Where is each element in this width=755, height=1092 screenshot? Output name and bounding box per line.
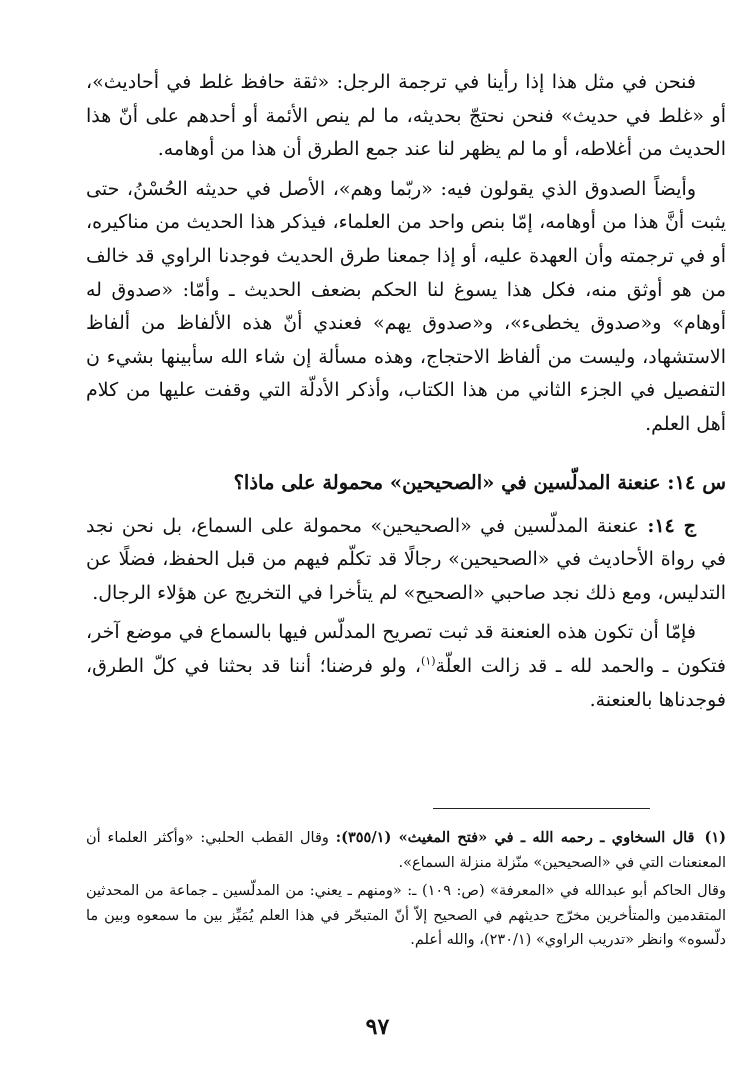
paragraph-1: فنحن في مثل هذا إذا رأينا في ترجمة الرجل: «ثقة حافظ غلط في أحاديث»، أو «غلط في حديث» فنحن نحتجّ بحديثه، ما لم ينص الأئمة أو أحدهم على أنّ هذا الحديث من أغلاطه، أو ما لم يظهر لنا عند جمع الطرق أن هذا من أوهامه. [86,71,726,161]
paragraph-2: وأيضاً الصدوق الذي يقولون فيه: «ربّما وهم»، الأصل في حديثه الحُسْنُ، حتى يثبت أنَّ هذا من أوهامه، إمّا بنص واحد من العلماء، فيذكر هذا الحديث من مناكيره، أو في ترجمته وأن العهدة عليه، أو إذا جمعنا طرق الحديث فوجدنا الراوي قد خالف من هو أوثق منه، فكل هذا يسوغ لنا الحكم بضعف الحديث ـ وأمّا: «صدوق له أوهام» و«صدوق يخطىء»، و«صدوق يهم» فعندي أنّ هذه الألفاظ من ألفاظ الاستشهاد، وليست من ألفاظ الاحتجاج، وهذه مسألة إن شاء الله سأبينها بشيء ن التفصيل في الجزء الثاني من هذا الكتاب، وأذكر الأدلّة التي وقفت عليها من كلام أهل العلم. [86,177,726,435]
footnote-marker[interactable]: (١) [420,654,436,668]
main-text [86,66,726,717]
answer-text-2b: ، ولو فرضنا؛ أننا قد بحثنا في كلّ الطرق، فوجدناها بالعنعنة. [86,654,726,711]
answer-14-paragraph-2 [86,616,726,717]
answer-14-paragraph [86,510,726,611]
footnote-1-continued: وقال الحاكم أبو عبدالله في «المعرفة» (ص: ١٠٩) ـ: «ومنهم ـ يعني: من المدلّسين ـ جماعة من المحدثين المتقدمين والمتأخرين مخرّج حديثهم في الصحيح إلاّ أنّ المتبحّر في هذا العلم يُمَيِّز بين ما سمعوه وبين ما دلّسوه» وانظر «تدريب الراوي» (٢٣٠/١)، والله أعلم. [86,883,726,948]
answer-text: عنعنة المدلّسين في «الصحيحين» محمولة على السماع، بل نحن نجد في رواة الأحاديث في «الصحيحين» رجالًا قد تكلّم فيهم من قبل الحفظ، فضلًا عن التدليس، ومع ذلك نجد صاحبي «الصحيح» لم يتأخرا في التخريج عن هؤلاء الرجال. [86,514,726,604]
footnote-source: قال السخاوي ـ رحمه الله ـ في «فتح المغيث» (٣٥٥/١): [335,829,695,846]
answer-text-2a: فإمّا أن تكون هذه العنعنة قد ثبت تصريح المدلّس فيها بالسماع في موضع آخر، فتكون ـ والحمد لله ـ قد زالت العلّة [86,621,726,677]
footnote-1 [86,826,726,875]
question-14-heading: س ١٤: عنعنة المدلّسين في «الصحيحين» محمولة على ماذا؟ [233,470,726,494]
page-number: ٩٧ [365,1014,390,1040]
footnote-text: وقال القطب الحلبي: «وأكثر العلماء أن المعنعنات التي في «الصحيحين» منّزلة منزلة السماع». [86,830,726,871]
footnote-number: (١) [704,829,726,846]
footnotes [86,826,726,953]
answer-label: ج ١٤: [647,514,696,537]
footnote-divider [433,808,650,809]
